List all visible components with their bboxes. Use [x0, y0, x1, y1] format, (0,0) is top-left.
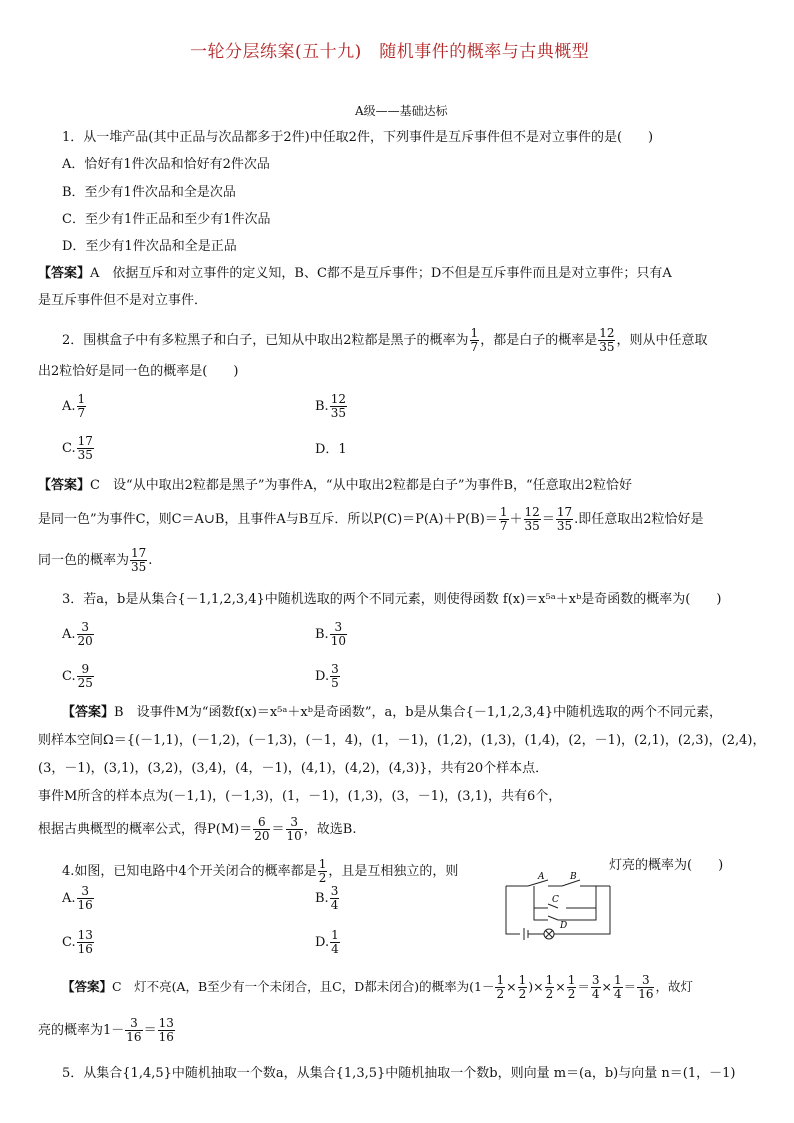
q2-option-d: D．1: [315, 442, 347, 457]
circuit-wire-outer: [506, 886, 610, 934]
q2-option-a: A. $\frac{1}{7}$: [62, 392, 86, 420]
switch-d-branch: [534, 908, 596, 920]
circuit-label-b: B: [570, 872, 577, 882]
q4-option-c: C. $\frac{13}{16}$: [62, 928, 93, 956]
q2-option-b: B. $\frac{12}{35}$: [315, 392, 346, 420]
question-1-stem: 1．从一堆产品(其中正品与次品都多于2件)中任取2件，下列事件是互斥事件但不是对立事件的是( ): [62, 130, 654, 145]
q1-answer-line-2: 是互斥事件但不是对立事件．: [38, 293, 208, 308]
q3-option-a: A. $\frac{3}{20}$: [62, 620, 93, 648]
section-heading: A级——基础达标: [355, 104, 448, 118]
fraction: $\frac{1}{7}$: [470, 326, 479, 354]
circuit-label-a: A: [538, 872, 545, 882]
page-title: 一轮分层练案(五十九) 随机事件的概率与古典概型: [190, 42, 590, 62]
q1-option-a: A．恰好有1件次品和恰好有2件次品: [62, 157, 270, 172]
q4-option-a: A. $\frac{3}{16}$: [62, 884, 93, 912]
q2-option-c: C. $\frac{17}{35}$: [62, 434, 93, 462]
q2-answer-line-3: 同一色的概率为 $\frac{17}{35}$ .: [38, 546, 153, 574]
battery-icon: [524, 928, 528, 940]
q4-option-b: B. $\frac{3}{4}$: [315, 884, 339, 912]
q1-option-d: D．至少有1件次品和全是正品: [62, 239, 237, 254]
q4-answer-line-1: 【答案】C 灯不亮(A，B至少有一个未闭合，且C，D都未闭合)的概率为(1－ $\frac{1}{2}$ × $\frac{1}{2}$ )× $\frac{1}{2}$ × $\frac{1}{2}$ ＝ $\frac{3}{4}$ × $\frac{1}{4}$ ＝ $\frac{3}{16}$ ，故灯: [62, 973, 693, 1001]
question-4-stem-end: 灯亮的概率为( ): [609, 858, 724, 873]
question-4-stem: 4.如图，已知电路中4个开关闭合的概率都是 $\frac{1}{2}$ ，且是互相独立的，则: [62, 857, 459, 885]
q3-option-b: B. $\frac{3}{10}$: [315, 620, 346, 648]
q4-option-d: D. $\frac{1}{4}$: [315, 928, 339, 956]
switch-c-branch: [534, 886, 596, 908]
q3-answer-line-3: (3，－1)，(3,1)，(3,2)，(3,4)，(4，－1)，(4,1)，(4,2)，(4,3)}，共有20个样本点．: [38, 761, 549, 776]
q4-answer-line-2: 亮的概率为1－ $\frac{3}{16}$ ＝ $\frac{13}{16}$: [38, 1016, 174, 1044]
q1-option-b: B．至少有1件次品和全是次品: [62, 185, 236, 200]
circuit-label-c: C: [552, 895, 559, 905]
q3-option-c: C. $\frac{9}{25}$: [62, 662, 93, 690]
question-5-stem: 5．从集合{1,4,5}中随机抽取一个数a，从集合{1,3,5}中随机抽取一个数b，则向量 m＝(a，b)与向量 n＝(1，－1): [62, 1066, 736, 1081]
question-2-stem-line-2: 出2粒恰好是同一色的概率是( ): [38, 364, 239, 379]
q3-answer-line-1: 【答案】B 设事件M为“函数f(x)＝x⁵ᵃ＋xᵇ是奇函数”，a，b是从集合{－1,1,2,3,4}中随机选取的两个不同元素，: [62, 705, 723, 720]
answer-tag: 【答案】: [38, 266, 91, 281]
question-3-stem: 3．若a，b是从集合{－1,1,2,3,4}中随机选取的两个不同元素，则使得函数 f(x)＝x⁵ᵃ＋xᵇ是奇函数的概率为( ): [62, 592, 722, 607]
circuit-diagram: [498, 866, 618, 942]
q3-answer-line-2: 则样本空间Ω＝{(－1,1)，(－1,2)，(－1,3)，(－1，4)，(1，－1)，(1,2)，(1,3)，(1,4)，(2，－1)，(2,1)，(2,3)，(2,4)，: [38, 733, 766, 748]
q3-answer-line-4: 事件M所含的样本点为(－1,1)，(－1,3)，(1，－1)，(1,3)，(3，－1)，(3,1)，共有6个，: [38, 789, 562, 804]
q1-option-c: C．至少有1件正品和至少有1件次品: [62, 212, 271, 227]
q2-answer-line-1: 【答案】C 设“从中取出2粒都是黑子”为事件A，“从中取出2粒都是白子”为事件B，“任意取出2粒恰好: [38, 478, 632, 493]
q2-answer-line-2: 是同一色”为事件C，则C＝A∪B，且事件A与B互斥．所以P(C)＝P(A)＋P(B)＝ $\frac{1}{7}$ ＋ $\frac{12}{35}$ ＝ $\frac{17}{35}$ .即任意取出2粒恰好是: [38, 505, 704, 533]
q1-answer-line-1: 【答案】A 依据互斥和对立事件的定义知，B、C都不是互斥事件；D不但是互斥事件而且是对立事件；只有A: [38, 266, 672, 281]
q3-option-d: D. $\frac{3}{5}$: [315, 662, 339, 690]
circuit-label-d: D: [560, 921, 568, 931]
q3-answer-line-5: 根据古典概型的概率公式，得P(M)＝ $\frac{6}{20}$ ＝ $\frac{3}{10}$ ，故选B.: [38, 815, 357, 843]
fraction: $\frac{12}{35}$: [599, 326, 615, 354]
question-2-stem: 2．围棋盒子中有多粒黑子和白子，已知从中取出2粒都是黑子的概率为 $\frac{1}{7}$ ，都是白子的概率是 $\frac{12}{35}$ ，则从中任意取: [62, 326, 708, 354]
